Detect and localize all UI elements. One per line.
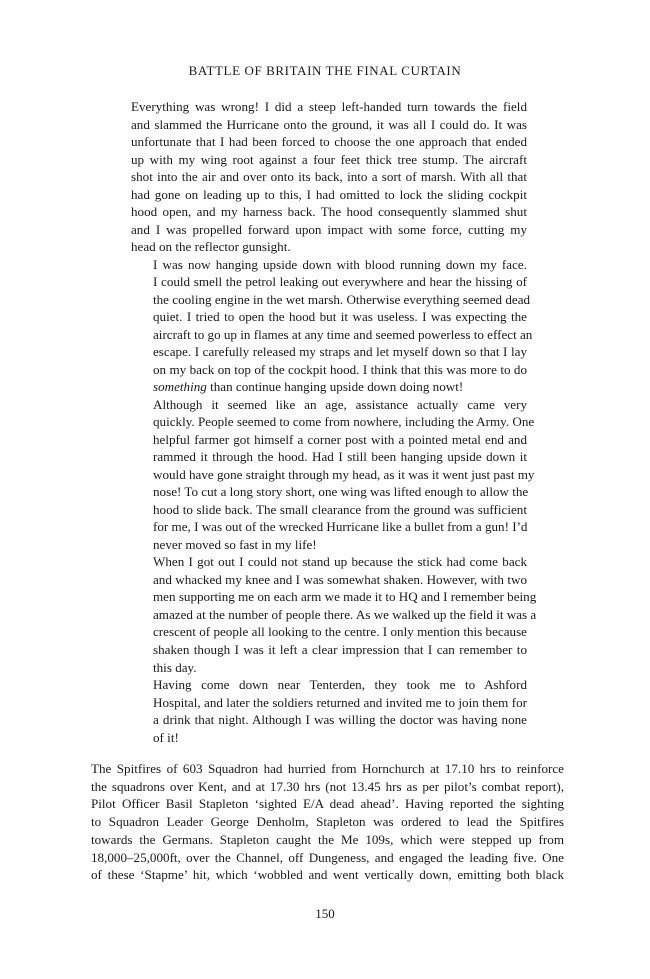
text-line: Pilot Officer Basil Stapleton ‘sighted E/A dead ahead’. Having reported the sighting [91, 796, 564, 812]
quote-paragraph-1 [131, 98, 527, 256]
text-line: on my back on top of the cockpit hood. I think that this was more to do [153, 361, 527, 377]
text-line: Hospital, and later the soldiers returned and invited me to join them for [153, 694, 527, 710]
text-line: Having come down near Tenterden, they took me to Ashford [153, 677, 527, 693]
text-line: never moved so fast in my life! [153, 536, 317, 552]
text-line: shaken though I was it left a clear impression that I can remember to [153, 641, 527, 657]
emphasis-text: something [153, 379, 207, 395]
text-line: and whacked my knee and I was somewhat shaken. However, with two [153, 571, 527, 587]
quote-paragraph-3 [131, 396, 535, 554]
text-line: crescent of people all looking to the centre. I only mention this because [153, 624, 527, 640]
page-number: 150 [315, 906, 335, 921]
block-quote [131, 98, 537, 746]
text-fragment: than continue hanging upside down doing nowt! [206, 379, 464, 395]
text-line: unfortunate that I had been forced to choose the one approach that ended [131, 134, 527, 150]
text-line: aircraft to go up in flames at any time and seemed powerless to effect an [153, 326, 533, 342]
text-line: for me, I was out of the wrecked Hurricane like a bullet from a gun! I’d [153, 519, 528, 535]
text-line: Although it seemed like an age, assistance actually came very [153, 396, 527, 412]
text-line: up with my wing root against a four feet thick tree stump. The aircraft [131, 151, 527, 167]
text-line: hood open, and my harness back. The hood consequently slammed shut [131, 204, 527, 220]
text-line: The Spitfires of 603 Squadron had hurried from Hornchurch at 17.10 hrs to reinforce [91, 761, 564, 776]
text-line: and I was propelled forward upon impact with some force, cutting my [131, 221, 527, 237]
text-line: shot into the air and over onto its back, into a sort of marsh. With all that [131, 169, 527, 185]
text-line: When I got out I could not stand up because the stick had come back [153, 554, 527, 570]
text-line: men supporting me on each arm we made it to HQ and I remember being [153, 589, 537, 605]
text-line: towards the Germans. Stapleton caught the Me 109s, which were stepped up from [91, 831, 564, 847]
text-line: the squadrons over Kent, and at 17.30 hrs (not 13.45 hrs as per pilot’s combat report), [91, 778, 564, 794]
text-line: helpful farmer got himself a corner post with a pointed metal end and [153, 431, 527, 447]
quote-paragraph-2 [131, 256, 533, 396]
text-line: had gone on leading up to this, I had omitted to lock the sliding cockpit [131, 186, 527, 202]
text-line: to Squadron Leader George Denholm, Stapleton was ordered to lead the Spitfires [91, 814, 564, 830]
text-line: hood to slide back. The small clearance from the ground was sufficient [153, 501, 527, 517]
text-line: of these ‘Stapme’ hit, which ‘wobbled and went vertically down, emitting both black [91, 867, 564, 883]
running-header: BATTLE OF BRITAIN THE FINAL CURTAIN [188, 63, 462, 78]
text-line: nose! To cut a long story short, one wing was lifted enough to allow the [153, 484, 529, 500]
text-line: of it! [153, 729, 179, 745]
text-line: quiet. I tried to open the hood but it was useless. I was expecting the [153, 309, 527, 325]
text-line: a drink that night. Although I was willing the doctor was having none [153, 712, 527, 728]
text-line: rammed it through the hood. Had I still been hanging upside down it [153, 449, 527, 465]
text-line: escape. I carefully released my straps and let myself down so that I lay [153, 344, 527, 360]
text-line: the cooling engine in the wet marsh. Otherwise everything seemed dead [153, 291, 531, 307]
text-line: head on the reflector gunsight. [131, 239, 291, 255]
text-line: amazed at the number of people there. As we walked up the field it was a [153, 606, 537, 622]
text-line: I could smell the petrol leaking out everywhere and hear the hissing of [153, 274, 527, 290]
text-line: this day. [153, 659, 197, 675]
text-line: Everything was wrong! I did a steep left-handed turn towards the field [131, 99, 527, 114]
quote-paragraph-5 [131, 676, 527, 746]
text-line: and slammed the Hurricane onto the ground, it was all I could do. It was [131, 116, 527, 132]
quote-paragraph-4 [131, 553, 537, 676]
text-line: 18,000–25,000ft, over the Channel, off Dungeness, and engaged the leading five. One [91, 849, 564, 865]
text-line: I was now hanging upside down with blood running down my face. [153, 256, 527, 272]
text-line [131, 378, 527, 396]
text-line: quickly. People seemed to come from nowhere, including the Army. One [153, 414, 535, 430]
body-paragraph-1 [91, 760, 564, 884]
text-line: would have gone straight through my head, as it was it went just past my [153, 466, 535, 482]
body-paragraph [91, 760, 564, 884]
